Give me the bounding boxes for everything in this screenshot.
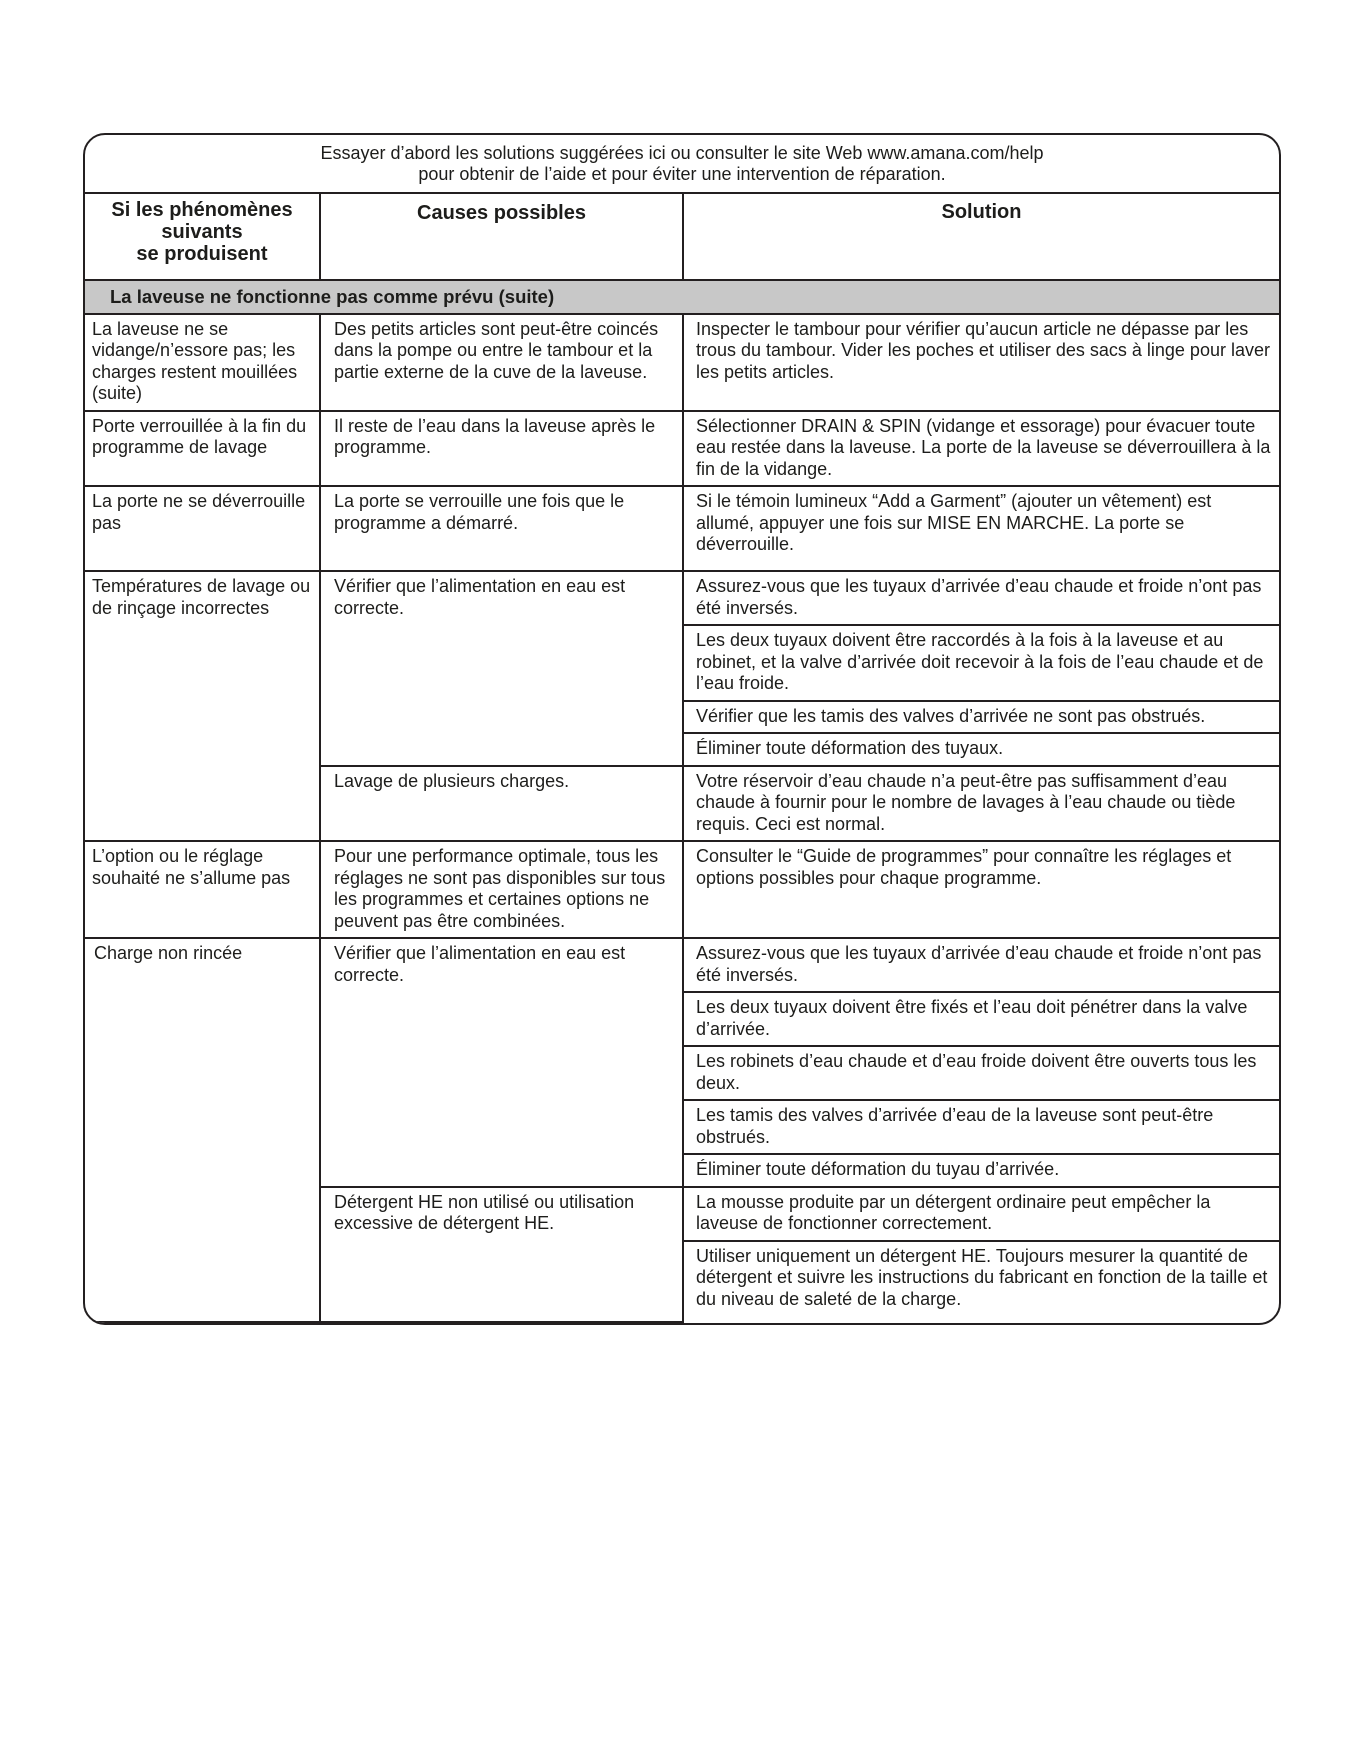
intro-note bbox=[85, 135, 1279, 194]
cause-cell: La porte se verrouille une fois que le programme a démarré. bbox=[320, 486, 683, 571]
header-symptom bbox=[85, 194, 320, 280]
solution-cell: Éliminer toute déformation des tuyaux. bbox=[683, 733, 1279, 766]
cause-cell: Pour une performance optimale, tous les réglages ne sont pas disponibles sur tous les programmes et certaines options ne peuvent pas être combinées. bbox=[320, 841, 683, 938]
troubleshooting-table-frame bbox=[83, 133, 1281, 1325]
table-row bbox=[85, 411, 1279, 487]
table-row bbox=[85, 571, 1279, 625]
intro-line-1: Essayer d’abord les solutions suggérées ici ou consulter le site Web www.amana.com/help bbox=[320, 143, 1044, 163]
solution-cell: Votre réservoir d’eau chaude n’a peut-être pas suffisamment d’eau chaude à fournir pour le nombre de lavages à l’eau chaude ou tiède requis. Ceci est normal. bbox=[683, 766, 1279, 842]
cause-cell: Vérifier que l’alimentation en eau est correcte. bbox=[320, 571, 683, 766]
section-row bbox=[85, 280, 1279, 314]
header-symptom-line-1: Si les phénomènes bbox=[111, 199, 293, 221]
solution-cell: Les deux tuyaux doivent être fixés et l’eau doit pénétrer dans la valve d’arrivée. bbox=[683, 992, 1279, 1046]
solution-cell: Les tamis des valves d’arrivée d’eau de la laveuse sont peut-être obstrués. bbox=[683, 1100, 1279, 1154]
solution-cell: Si le témoin lumineux “Add a Garment” (ajouter un vêtement) est allumé, appuyer une fois sur MISE EN MARCHE. La porte se déverrouille. bbox=[683, 486, 1279, 571]
intro-line-2: pour obtenir de l’aide et pour éviter une intervention de réparation. bbox=[418, 164, 946, 184]
solution-cell: Éliminer toute déformation du tuyau d’arrivée. bbox=[683, 1154, 1279, 1187]
symptom-cell: Températures de lavage ou de rinçage incorrectes bbox=[85, 571, 320, 841]
solution-cell: Utiliser uniquement un détergent HE. Toujours mesurer la quantité de détergent et suivre les instructions du fabricant en fonction de la taille et du niveau de saleté de la charge. bbox=[683, 1241, 1279, 1323]
header-cause: Causes possibles bbox=[320, 194, 683, 280]
section-title: La laveuse ne fonctionne pas comme prévu (suite) bbox=[85, 280, 1279, 314]
cause-cell: Détergent HE non utilisé ou utilisation excessive de détergent HE. bbox=[320, 1187, 683, 1323]
cause-cell: Vérifier que l’alimentation en eau est correcte. bbox=[320, 938, 683, 1187]
symptom-cell: La laveuse ne se vidange/n’essore pas; les charges restent mouillées (suite) bbox=[85, 314, 320, 411]
solution-cell: Sélectionner DRAIN & SPIN (vidange et essorage) pour évacuer toute eau restée dans la laveuse. La porte de la laveuse se déverrouillera à la fin de la vidange. bbox=[683, 411, 1279, 487]
header-symptom-line-3: se produisent bbox=[136, 243, 268, 265]
solution-cell: Inspecter le tambour pour vérifier qu’aucun article ne dépasse par les trous du tambour. Vider les poches et utiliser des sacs à linge pour laver les petits articles. bbox=[683, 314, 1279, 411]
table-row bbox=[85, 314, 1279, 411]
solution-cell: Vérifier que les tamis des valves d’arrivée ne sont pas obstrués. bbox=[683, 701, 1279, 734]
cause-cell: Des petits articles sont peut-être coincés dans la pompe ou entre le tambour et la partie externe de la cuve de la laveuse. bbox=[320, 314, 683, 411]
troubleshooting-table bbox=[85, 194, 1279, 1323]
symptom-cell: L’option ou le réglage souhaité ne s’allume pas bbox=[85, 841, 320, 938]
solution-cell: Les robinets d’eau chaude et d’eau froide doivent être ouverts tous les deux. bbox=[683, 1046, 1279, 1100]
solution-cell: Assurez-vous que les tuyaux d’arrivée d’eau chaude et froide n’ont pas été inversés. bbox=[683, 938, 1279, 992]
cause-cell: Il reste de l’eau dans la laveuse après le programme. bbox=[320, 411, 683, 487]
symptom-cell: La porte ne se déverrouille pas bbox=[85, 486, 320, 571]
header-symptom-line-2: suivants bbox=[161, 221, 243, 243]
symptom-cell: Charge non rincée bbox=[85, 938, 320, 1322]
symptom-cell: Porte verrouillée à la fin du programme de lavage bbox=[85, 411, 320, 487]
table-row bbox=[85, 841, 1279, 938]
solution-cell: Les deux tuyaux doivent être raccordés à la fois à la laveuse et au robinet, et la valve d’arrivée doit recevoir à la fois de l’eau chaude et de l’eau froide. bbox=[683, 625, 1279, 701]
solution-cell: Assurez-vous que les tuyaux d’arrivée d’eau chaude et froide n’ont pas été inversés. bbox=[683, 571, 1279, 625]
solution-cell: Consulter le “Guide de programmes” pour connaître les réglages et options possibles pour chaque programme. bbox=[683, 841, 1279, 938]
solution-cell: La mousse produite par un détergent ordinaire peut empêcher la laveuse de fonctionner correctement. bbox=[683, 1187, 1279, 1241]
header-row bbox=[85, 194, 1279, 280]
table-row bbox=[85, 486, 1279, 571]
cause-cell: Lavage de plusieurs charges. bbox=[320, 766, 683, 842]
table-row bbox=[85, 938, 1279, 992]
header-solution: Solution bbox=[683, 194, 1279, 280]
